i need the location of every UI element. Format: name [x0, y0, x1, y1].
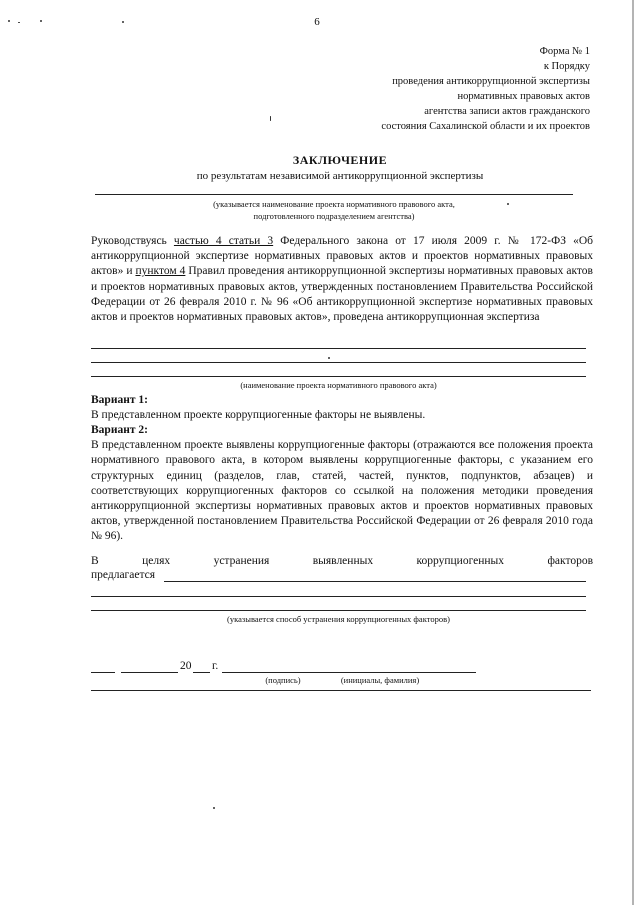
caption-line: подготовленного подразделением агентства) — [253, 211, 415, 221]
date-year-line — [193, 672, 210, 673]
scan-speck — [18, 22, 20, 23]
act-name-caption: (наименование проекта нормативного правового акта) — [240, 380, 437, 390]
proposal-line: В целях устранения выявленных коррупциогенных факторов — [91, 555, 593, 567]
variant-1-text: В представленном проекте коррупциогенные факторы не выявлены. — [91, 409, 426, 422]
header-line: Форма № 1 — [539, 46, 590, 57]
variant-2-text: В представленном проекте выявлены коррупциогенные факторы (отражаются все положения проекта нормативного правового акта, в котором выявлены коррупциогенные факторы, с указанием его структурных единиц (разделов, глав, статей, частей, пунктов, подпунктов, абзацев) и соответствующих коррупциогенных факторов со ссылкой на положения методики проведения антикоррупционной экспертизы нормативных правовых актов и проектов нормативных правовых актов, утвержденной постановлением Правительства Российской Федерации от 26 февраля 2010 года № 96). — [91, 439, 593, 543]
name-caption: (инициалы, фамилия) — [340, 675, 420, 685]
scan-speck — [507, 203, 509, 205]
law-reference-link[interactable]: частью 4 статьи 3 — [173, 235, 274, 247]
date-day-line — [91, 672, 115, 673]
fill-line — [91, 348, 586, 349]
fill-line — [91, 596, 586, 597]
signature-line — [222, 672, 476, 673]
variant-1 — [91, 393, 593, 423]
document-title: ЗАКЛЮЧЕНИЕ — [292, 153, 388, 167]
paragraph-text: Правил проведения антикоррупционной экспертизы нормативных правовых актов и проектов нормативных правовых актов, утвержденных постановлением Правительства Российской Федерации от 26 февраля 2010 г. № 96 «Об антикоррупционной экспертизе нормативных правовых актов и проектов нормативных правовых актов», проведена антикоррупционная экспертиза — [91, 265, 593, 324]
paragraph-text: Федерального закона от 17 июля 2009 г. № 172-ФЗ «Об антикоррупционной экспертизе нормативных правовых актов и проектов нормативных правовых актов» и — [91, 235, 594, 278]
header-line: состояния Сахалинской области и их проектов — [381, 121, 590, 132]
page-number: 6 — [314, 16, 320, 28]
date-month-line — [121, 672, 178, 673]
bottom-rule — [91, 690, 591, 691]
proposal-word: предлагается — [91, 569, 156, 581]
rules-reference-link[interactable]: пунктом 4 — [135, 265, 186, 278]
header-line: проведения антикоррупционной экспертизы — [392, 76, 590, 87]
scan-speck — [8, 20, 10, 22]
scan-speck — [122, 21, 124, 23]
fill-line — [91, 610, 586, 611]
scan-speck — [328, 357, 330, 359]
header-line: к Порядку — [543, 61, 590, 72]
header-line: нормативных правовых актов — [457, 91, 590, 102]
fill-line — [164, 581, 586, 582]
draft-name-line — [95, 194, 573, 195]
scan-speck — [270, 116, 271, 121]
signature-caption: (подпись) — [265, 675, 301, 685]
date-g-label: г. — [212, 660, 219, 672]
scan-speck — [213, 807, 215, 809]
fill-line — [91, 376, 586, 377]
fix-method-caption: (указывается способ устранения коррупциогенных факторов) — [227, 614, 450, 624]
fill-line — [91, 362, 586, 363]
document-subtitle: по результатам независимой антикоррупционной экспертизы — [196, 170, 484, 182]
draft-name-caption — [95, 198, 573, 222]
variant-2 — [91, 423, 593, 545]
date-year-prefix: 20 — [180, 660, 192, 672]
variant-1-heading: Вариант 1: — [91, 394, 148, 406]
paragraph-text: Руководствуясь — [91, 235, 174, 247]
variant-2-heading: Вариант 2: — [91, 424, 148, 436]
form-header — [381, 44, 590, 134]
header-line: агентства записи актов гражданского — [424, 106, 590, 117]
legal-basis-paragraph — [91, 234, 593, 325]
scan-speck — [40, 20, 42, 22]
caption-line: (указывается наименование проекта нормативного правового акта, — [213, 199, 455, 209]
